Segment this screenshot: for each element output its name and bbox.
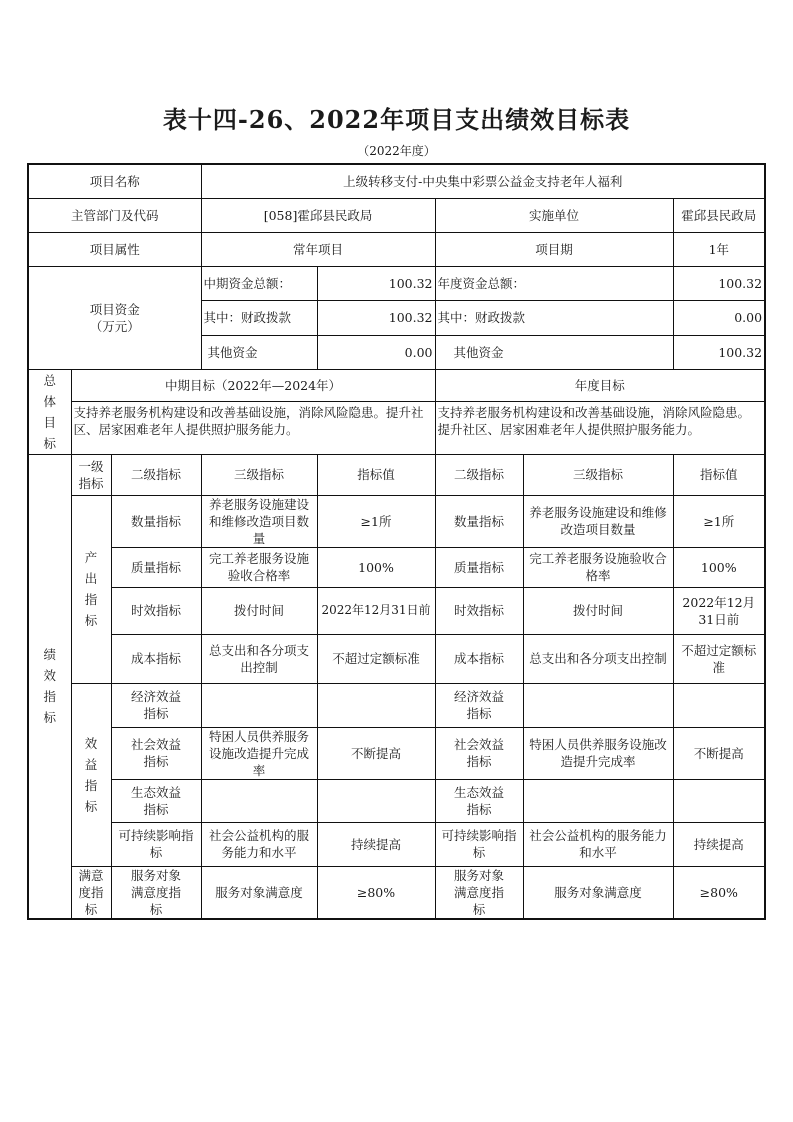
header-value: 指标值: [317, 454, 435, 495]
indicator-l2: 生态效益指标: [111, 779, 201, 822]
impl-unit-label: 实施单位: [435, 198, 673, 232]
indicator-row: [28, 547, 765, 587]
impl-unit-value: 霍邱县民政局: [673, 198, 765, 232]
indicator-row: [28, 727, 765, 779]
indicator-l3-year: 拨付时间: [523, 587, 673, 634]
performance-target-table: [27, 163, 766, 920]
header-level2-year: 二级指标: [435, 454, 523, 495]
indicator-l2-year: 经济效益指标: [435, 683, 523, 727]
indicator-l3: 养老服务设施建设和维修改造项目数量: [201, 495, 317, 547]
group-output-label: 产出指标: [71, 495, 111, 683]
indicator-value-year: 不超过定额标准: [673, 634, 765, 683]
mid-goal-header: 中期目标（2022年—2024年）: [71, 369, 435, 401]
indicator-row: [28, 634, 765, 683]
indicator-value-year: 2022年12月31日前: [673, 587, 765, 634]
row-goals-header: [28, 369, 765, 401]
indicator-l2: 社会效益指标: [111, 727, 201, 779]
indicator-l3-year: 社会公益机构的服务能力和水平: [523, 822, 673, 866]
year-fiscal-label: 其中：财政拨款: [435, 300, 673, 335]
row-goals-text: [28, 401, 765, 454]
mid-goal-text: 支持养老服务机构建设和改善基础设施，消除风险隐患。提升社区、居家困难老年人提供照护服务能力。: [71, 401, 435, 454]
mid-funds-value: 100.32: [317, 266, 435, 300]
indicator-value: ≥1所: [317, 495, 435, 547]
indicator-l2-year: 成本指标: [435, 634, 523, 683]
document-title: 表十四-26、2022年项目支出绩效目标表: [162, 105, 631, 134]
attr-label: 项目属性: [28, 232, 201, 266]
indicator-value: [317, 683, 435, 727]
funds-label-line2: （万元）: [89, 318, 140, 334]
indicator-l3: 服务对象满意度: [201, 866, 317, 919]
indicator-l3: 总支出和各分项支出控制: [201, 634, 317, 683]
header-level1: 一级指标: [71, 454, 111, 495]
indicator-value-year: ≥1所: [673, 495, 765, 547]
indicator-l3: 特困人员供养服务设施改造提升完成率: [201, 727, 317, 779]
indicator-l3-year: 服务对象满意度: [523, 866, 673, 919]
indicator-l3: 完工养老服务设施验收合格率: [201, 547, 317, 587]
indicator-l2: 成本指标: [111, 634, 201, 683]
indicator-row: [28, 495, 765, 547]
dept-value: [058]霍邱县民政局: [201, 198, 435, 232]
indicator-l2: 经济效益指标: [111, 683, 201, 727]
indicator-l2: 质量指标: [111, 547, 201, 587]
indicator-row: [28, 779, 765, 822]
indicator-row: [28, 587, 765, 634]
row-project-name: [28, 164, 765, 198]
attr-value: 常年项目: [201, 232, 435, 266]
group-benefit-label: 效益指标: [71, 683, 111, 866]
row-funds-total: [28, 266, 765, 300]
group-satisfaction-label: 满意度指标: [71, 866, 111, 919]
indicator-l3: 拨付时间: [201, 587, 317, 634]
row-indicators-header: [28, 454, 765, 495]
goals-label: 总体目标: [28, 369, 71, 454]
indicator-l3-year: 养老服务设施建设和维修改造项目数量: [523, 495, 673, 547]
indicator-l3: 社会公益机构的服务能力和水平: [201, 822, 317, 866]
indicator-l3-year: [523, 779, 673, 822]
indicator-value: ≥80%: [317, 866, 435, 919]
indicator-l2: 时效指标: [111, 587, 201, 634]
header-level3: 三级指标: [201, 454, 317, 495]
document-subtitle: （2022年度）: [357, 144, 436, 158]
indicator-value: 不断提高: [317, 727, 435, 779]
indicator-value: 2022年12月31日前: [317, 587, 435, 634]
indicator-value-year: 持续提高: [673, 822, 765, 866]
year-other-label: 其他资金: [435, 335, 673, 369]
indicator-l3-year: 特困人员供养服务设施改造提升完成率: [523, 727, 673, 779]
indicator-l2-year: 生态效益指标: [435, 779, 523, 822]
mid-other-value: 0.00: [317, 335, 435, 369]
year-goal-text: 支持养老服务机构建设和改善基础设施，消除风险隐患。提升社区、居家困难老年人提供照护服务能力。: [435, 401, 765, 454]
funds-label: [28, 266, 201, 369]
indicator-row: [28, 866, 765, 919]
indicator-row: [28, 822, 765, 866]
indicator-l2-year: 质量指标: [435, 547, 523, 587]
indicator-value: 持续提高: [317, 822, 435, 866]
indicator-row: [28, 683, 765, 727]
project-name-label: 项目名称: [28, 164, 201, 198]
period-label: 项目期: [435, 232, 673, 266]
row-attribute: [28, 232, 765, 266]
indicator-value-year: [673, 779, 765, 822]
indicator-l2-year: 数量指标: [435, 495, 523, 547]
indicator-value-year: 100%: [673, 547, 765, 587]
row-department: [28, 198, 765, 232]
indicator-value-year: 不断提高: [673, 727, 765, 779]
year-fiscal-value: 0.00: [673, 300, 765, 335]
indicator-value: 100%: [317, 547, 435, 587]
indicator-l3: [201, 779, 317, 822]
indicators-label: 绩效指标: [28, 454, 71, 919]
indicator-value: 不超过定额标准: [317, 634, 435, 683]
header-value-year: 指标值: [673, 454, 765, 495]
indicator-l2-year: 社会效益指标: [435, 727, 523, 779]
mid-fiscal-label: 其中：财政拨款: [201, 300, 317, 335]
indicator-l2: 可持续影响指标: [111, 822, 201, 866]
indicator-l2: 数量指标: [111, 495, 201, 547]
indicator-l2-year: 可持续影响指标: [435, 822, 523, 866]
indicator-l2-year: 时效指标: [435, 587, 523, 634]
funds-label-line1: 项目资金: [89, 301, 140, 317]
indicator-l3-year: 总支出和各分项支出控制: [523, 634, 673, 683]
dept-label: 主管部门及代码: [28, 198, 201, 232]
indicator-l3-year: 完工养老服务设施验收合格率: [523, 547, 673, 587]
mid-fiscal-value: 100.32: [317, 300, 435, 335]
year-funds-label: 年度资金总额：: [435, 266, 673, 300]
mid-other-label: 其他资金: [201, 335, 317, 369]
header-level2: 二级指标: [111, 454, 201, 495]
header-level3-year: 三级指标: [523, 454, 673, 495]
mid-funds-label: 中期资金总额：: [201, 266, 317, 300]
project-name-value: 上级转移支付-中央集中彩票公益金支持老年人福利: [201, 164, 765, 198]
period-value: 1年: [673, 232, 765, 266]
year-other-value: 100.32: [673, 335, 765, 369]
indicator-l3-year: [523, 683, 673, 727]
indicator-value-year: [673, 683, 765, 727]
indicator-l2-year: 服务对象满意度指标: [435, 866, 523, 919]
indicator-value: [317, 779, 435, 822]
indicator-l3: [201, 683, 317, 727]
year-funds-value: 100.32: [673, 266, 765, 300]
indicator-l2: 服务对象满意度指标: [111, 866, 201, 919]
year-goal-header: 年度目标: [435, 369, 765, 401]
indicator-value-year: ≥80%: [673, 866, 765, 919]
